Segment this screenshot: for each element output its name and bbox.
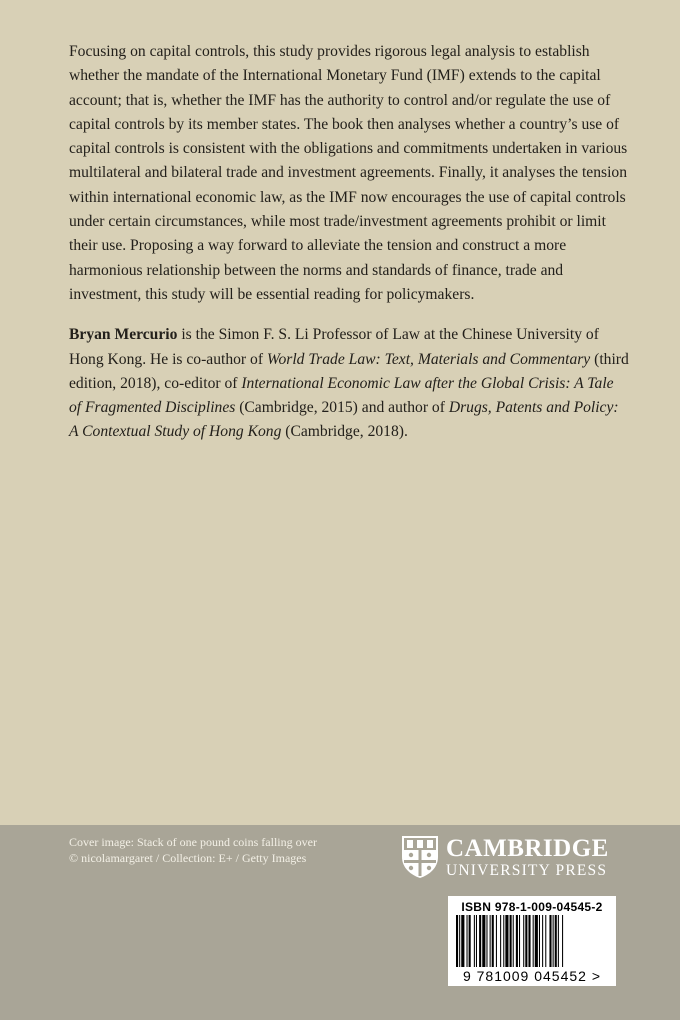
barcode-bar (474, 915, 475, 967)
barcode-bar (528, 915, 530, 967)
barcode-bar (486, 915, 487, 967)
barcode-bar (519, 915, 520, 967)
barcode-bar (469, 915, 471, 967)
barcode-bar (461, 915, 464, 967)
author-bio-text-2: (third edition, 2018), co-editor of (69, 350, 629, 392)
barcode-bar (533, 915, 534, 967)
author-bio-text-4: (Cambridge, 2018). (281, 423, 408, 441)
barcode-bar (535, 915, 538, 967)
barcode-bar (456, 915, 458, 967)
barcode-bar (558, 915, 559, 967)
author-book-title-3: Drugs, Patents and Policy: A Contextual Study of Hong Kong (69, 399, 619, 441)
barcode-bar (562, 915, 563, 967)
barcode-bar (516, 915, 518, 967)
barcode-bar (500, 915, 501, 967)
publisher-logo (401, 835, 631, 883)
barcode-bar (513, 915, 514, 967)
barcode-bar (523, 915, 524, 967)
barcode-bar (510, 915, 512, 967)
cambridge-shield-icon (401, 835, 439, 879)
barcode-bar (479, 915, 481, 967)
barcode-bar (459, 915, 460, 967)
author-name: Bryan Mercurio (69, 326, 178, 344)
blurb-paragraph: Focusing on capital controls, this study provides rigorous legal analysis to establish whether the mandate of the International Monetary Fund (IMF) extends to the capital account; that is, whether the IMF has the authority to control and/or regulate the use of capital controls by its member states. The book then analyses whether a country’s use of capital controls is consistent with the obligations and commitments undertaken in various multilateral and bilateral trade and investment agreements. Finally, it analyses the tension within international economic law, as the IMF now encourages the use of capital controls under certain circumstances, while most trade/investment agreements prohibit or limit their use. Proposing a way forward to alleviate the tension and construct a more harmonious relationship between the norms and standards of finance, trade and investment, this study will be essential reading for policymakers. (69, 43, 628, 303)
barcode-bar (545, 915, 546, 967)
barcode-bar (553, 915, 554, 967)
cover-image-credit (69, 834, 379, 866)
author-bio-paragraph (69, 323, 629, 444)
barcode-bar (476, 915, 477, 967)
isbn-barcode (448, 896, 616, 986)
author-bio-text-1: is the Simon F. S. Li Professor of Law at the Chinese University of Hong Kong. He is co-author of (69, 326, 599, 368)
isbn-label: ISBN 978-1-009-04545-2 (461, 900, 603, 914)
author-book-title-1: World Trade Law: Text, Materials and Commentary (266, 350, 591, 368)
footer-band (0, 825, 680, 1020)
credit-line-1: Cover image: Stack of one pound coins falling over (69, 835, 317, 849)
credit-line-2: © nicolamargaret / Collection: E+ / Getty Images (69, 851, 307, 865)
barcode-bar (525, 915, 527, 967)
barcode-bar (555, 915, 557, 967)
barcode-bar (467, 915, 468, 967)
barcode-bars (454, 915, 611, 967)
back-cover-text (69, 40, 629, 445)
author-bio-text-3: (Cambridge, 2015) and author of (235, 399, 449, 417)
barcode-digits: 9 781009 045452 > (462, 968, 602, 984)
barcode-bar (492, 915, 494, 967)
barcode-bar (490, 915, 491, 967)
publisher-name: CAMBRIDGE (446, 835, 609, 862)
barcode-bar (549, 915, 551, 967)
author-book-title-2: International Economic Law after the Global Crisis: A Tale of Fragmented Disciplines (69, 374, 614, 417)
barcode-bar (505, 915, 508, 967)
barcode-bar (542, 915, 543, 967)
barcode-bar (482, 915, 485, 967)
barcode-bar (503, 915, 504, 967)
publisher-subtitle: UNIVERSITY PRESS (446, 862, 608, 879)
barcode-bar (539, 915, 540, 967)
barcode-bar (496, 915, 497, 967)
